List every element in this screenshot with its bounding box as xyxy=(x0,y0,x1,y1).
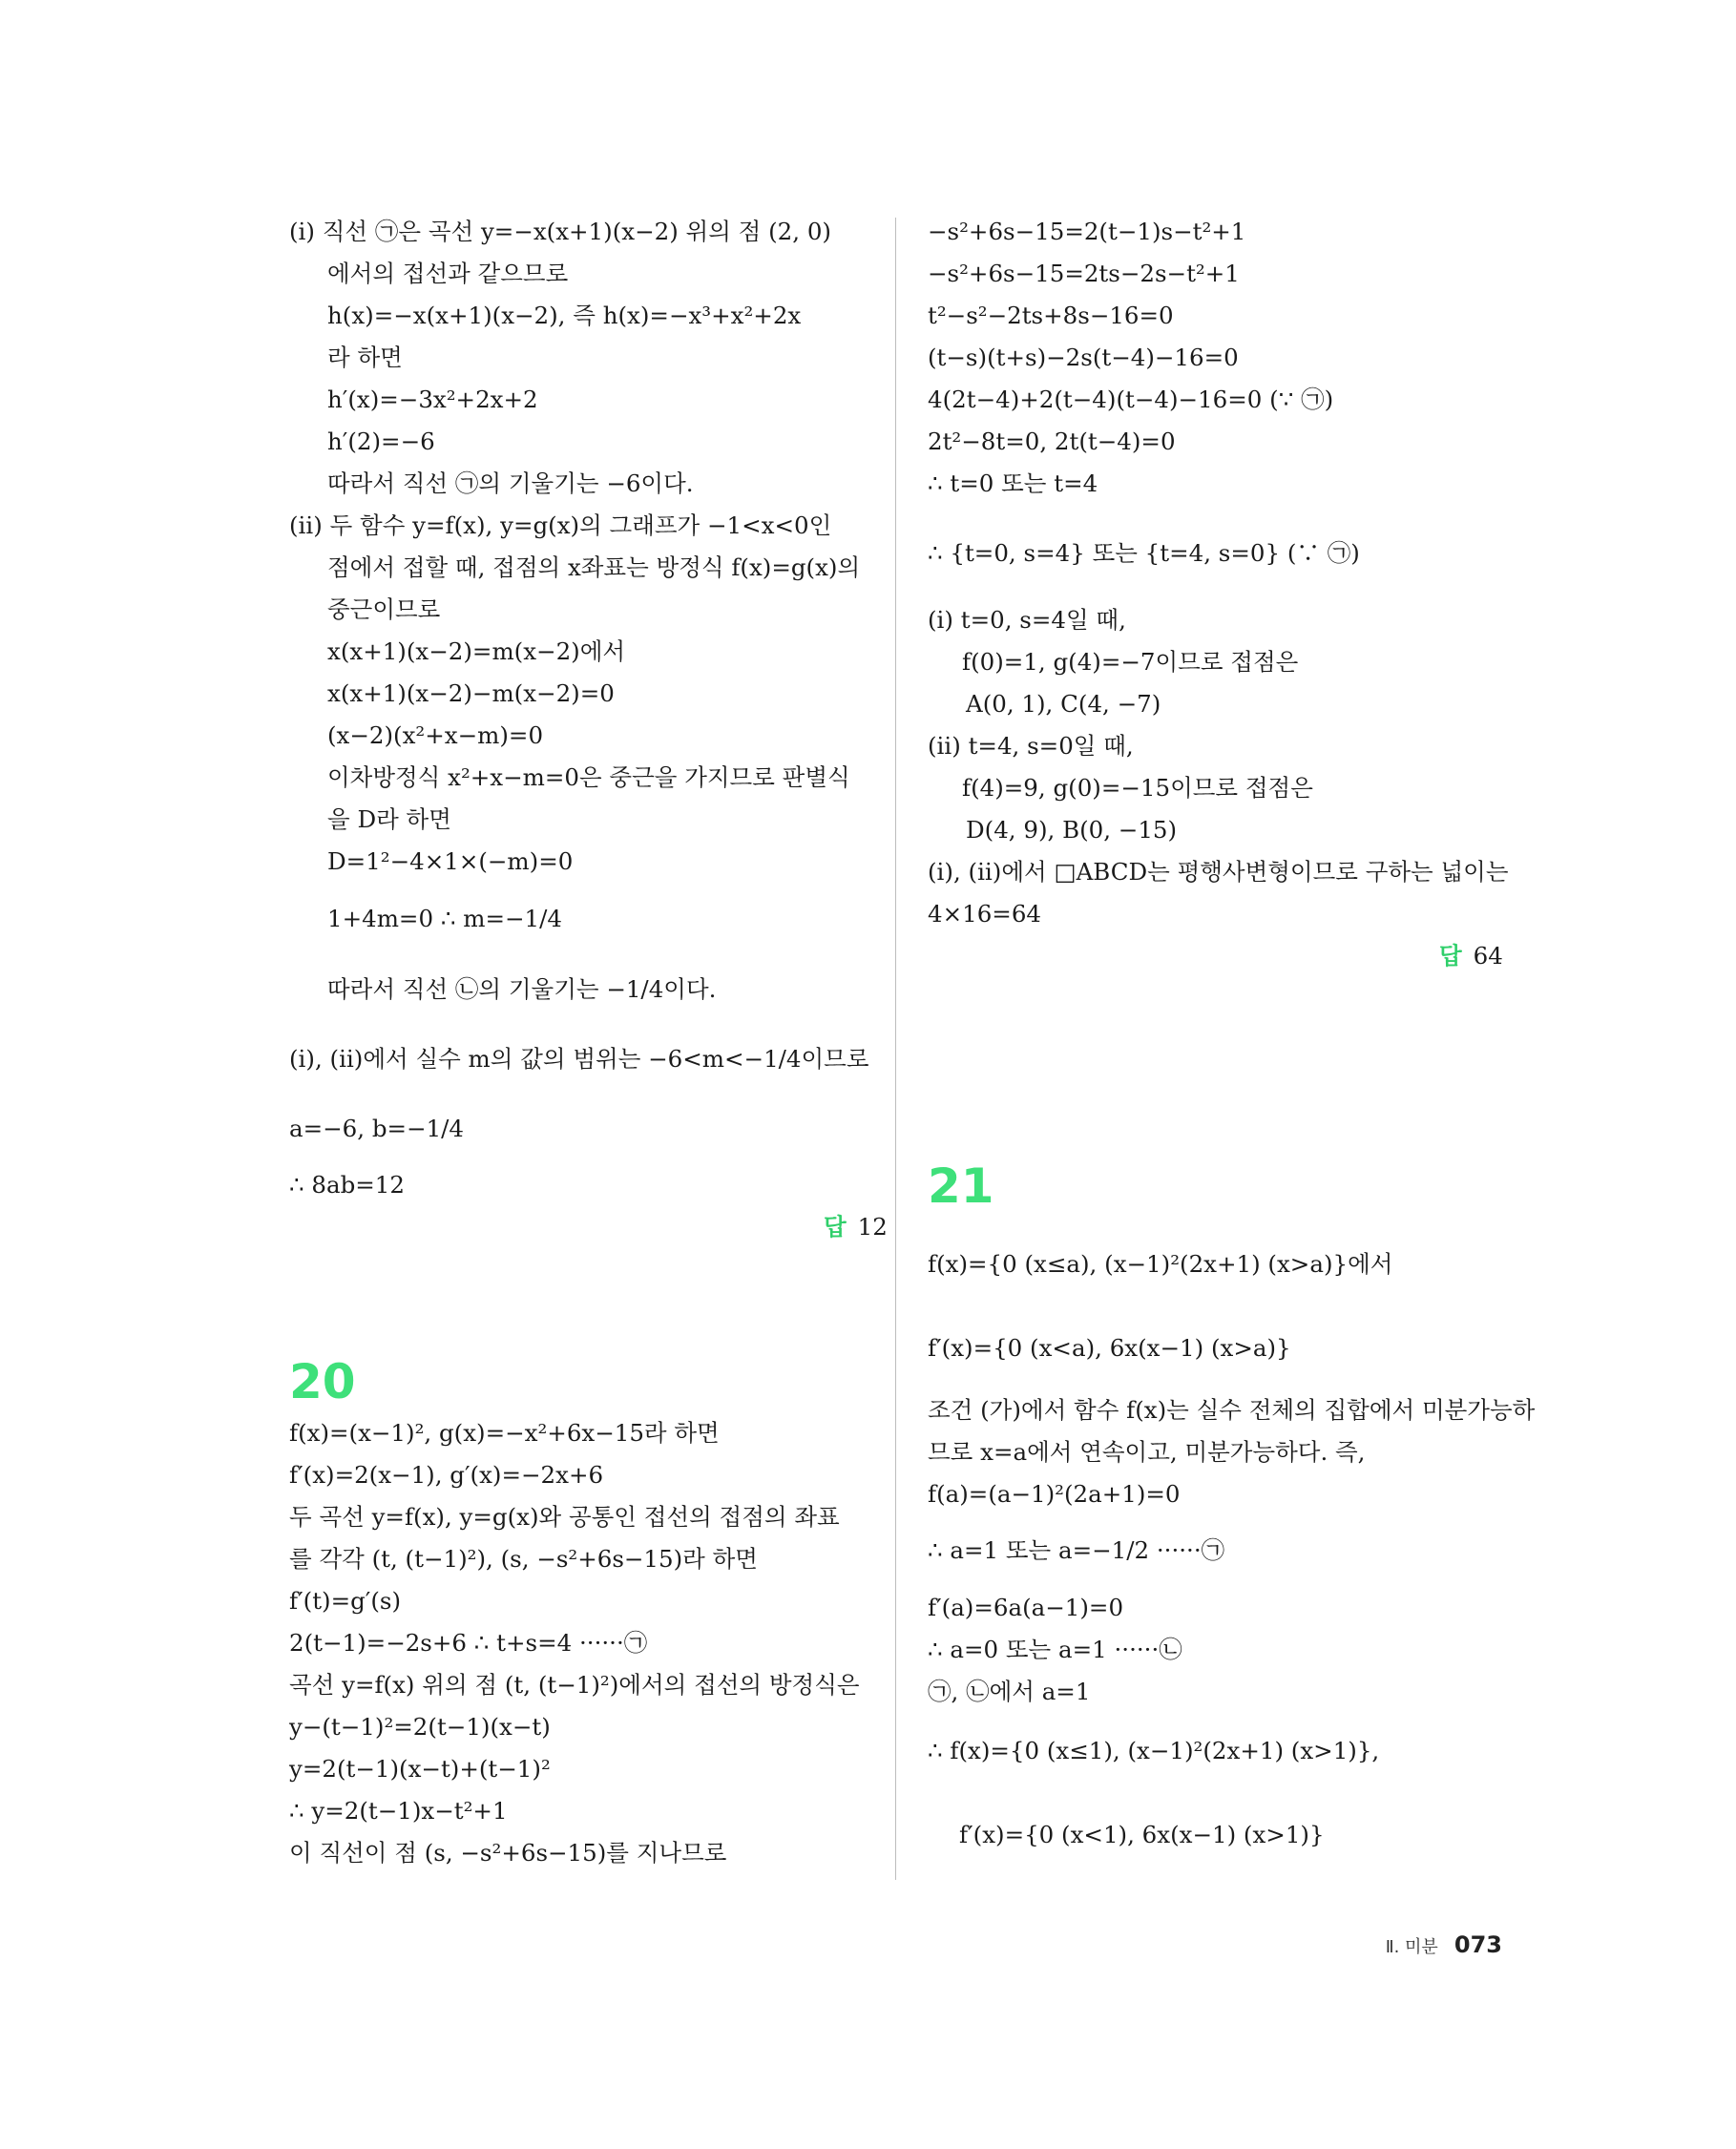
solution-line: 조건 (가)에서 함수 f(x)는 실수 전체의 집합에서 미분가능하 xyxy=(928,1396,1536,1424)
solution-line: t²−s²−2ts+8s−16=0 xyxy=(928,302,1174,329)
solution-line: 곡선 y=f(x) 위의 점 (t, (t−1)²)에서의 접선의 방정식은 xyxy=(289,1671,860,1699)
solution-line: (t−s)(t+s)−2s(t−4)−16=0 xyxy=(928,344,1239,371)
solution-line: f′(t)=g′(s) xyxy=(289,1587,402,1615)
solution-line: (ⅰ), (ⅱ)에서 실수 m의 값의 범위는 −6<m<−1/4이므로 xyxy=(289,1045,869,1073)
solution-line: a=−6, b=−1/4 xyxy=(289,1115,464,1142)
solution-line: 따라서 직선 ㉠의 기울기는 −6이다. xyxy=(327,469,694,497)
solution-line: 므로 x=a에서 연속이고, 미분가능하다. 즉, xyxy=(928,1438,1366,1466)
chapter-label: Ⅱ. 미분 xyxy=(1385,1937,1438,1957)
answer-value: 12 xyxy=(857,1213,888,1241)
solution-line: D=1²−4×1×(−m)=0 xyxy=(327,847,574,875)
solution-line: f(a)=(a−1)²(2a+1)=0 xyxy=(928,1480,1181,1508)
solution-line: (x−2)(x²+x−m)=0 xyxy=(327,721,544,749)
solution-line: 점에서 접할 때, 접점의 x좌표는 방정식 f(x)=g(x)의 xyxy=(327,553,861,581)
solution-line: x(x+1)(x−2)−m(x−2)=0 xyxy=(327,679,615,707)
solution-line: ∴ 8ab=12 xyxy=(289,1171,405,1199)
solution-line: y=2(t−1)(x−t)+(t−1)² xyxy=(289,1755,551,1783)
solution-line: 1+4m=0 ∴ m=−1/4 xyxy=(327,905,562,932)
solution-line: f′(x)={0 (x<1), 6x(x−1) (x>1)} xyxy=(959,1821,1325,1848)
solution-line: ∴ a=0 또는 a=1 ······㉡ xyxy=(928,1636,1182,1663)
solution-line: h′(2)=−6 xyxy=(327,428,435,455)
solution-line: f′(x)={0 (x<a), 6x(x−1) (x>a)} xyxy=(928,1334,1291,1362)
page-number: 073 xyxy=(1454,1931,1502,1958)
solution-line: 2(t−1)=−2s+6 ∴ t+s=4 ······㉠ xyxy=(289,1629,648,1657)
solution-line: h′(x)=−3x²+2x+2 xyxy=(327,386,538,413)
solution-line: x(x+1)(x−2)=m(x−2)에서 xyxy=(327,637,626,665)
answer-label: 답 xyxy=(824,1213,847,1241)
solution-line: ∴ {t=0, s=4} 또는 {t=4, s=0} (∵ ㉠) xyxy=(928,539,1360,567)
solution-line: 2t²−8t=0, 2t(t−4)=0 xyxy=(928,428,1176,455)
problem-number: 21 xyxy=(928,1158,994,1214)
solution-line: 두 곡선 y=f(x), y=g(x)와 공통인 접선의 접점의 좌표 xyxy=(289,1503,840,1531)
solution-line: f′(x)=2(x−1), g′(x)=−2x+6 xyxy=(289,1461,604,1489)
column-divider xyxy=(895,218,896,1880)
solution-line: f′(a)=6a(a−1)=0 xyxy=(928,1594,1124,1621)
solution-line: 에서의 접선과 같으므로 xyxy=(327,260,569,287)
solution-line: (ⅰ) t=0, s=4일 때, xyxy=(928,606,1126,634)
answer-line xyxy=(1439,942,1503,970)
answer-line xyxy=(824,1213,888,1241)
solution-line: 4(2t−4)+2(t−4)(t−4)−16=0 (∵ ㉠) xyxy=(928,386,1334,413)
solution-line: f(x)=(x−1)², g(x)=−x²+6x−15라 하면 xyxy=(289,1419,720,1447)
solution-line: 이 직선이 점 (s, −s²+6s−15)를 지나므로 xyxy=(289,1839,727,1867)
solution-line: f(x)={0 (x≤a), (x−1)²(2x+1) (x>a)}에서 xyxy=(928,1250,1393,1278)
solution-line: (ⅱ) 두 함수 y=f(x), y=g(x)의 그래프가 −1<x<0인 xyxy=(289,511,832,539)
answer-value: 64 xyxy=(1473,942,1503,970)
solution-line: −s²+6s−15=2(t−1)s−t²+1 xyxy=(928,218,1246,245)
solution-line: 를 각각 (t, (t−1)²), (s, −s²+6s−15)라 하면 xyxy=(289,1545,758,1573)
solution-line: h(x)=−x(x+1)(x−2), 즉 h(x)=−x³+x²+2x xyxy=(327,302,802,329)
solution-line: 중근이므로 xyxy=(327,595,441,623)
solution-line: 이차방정식 x²+x−m=0은 중근을 가지므로 판별식 xyxy=(327,763,850,791)
solution-line: 4×16=64 xyxy=(928,900,1041,928)
solution-line: A(0, 1), C(4, −7) xyxy=(966,690,1161,718)
solution-line: f(0)=1, g(4)=−7이므로 접점은 xyxy=(962,648,1299,676)
solution-line: 라 하면 xyxy=(327,344,403,371)
solution-line: ∴ a=1 또는 a=−1/2 ······㉠ xyxy=(928,1536,1225,1564)
solution-line: ∴ y=2(t−1)x−t²+1 xyxy=(289,1797,508,1825)
solution-line: ∴ f(x)={0 (x≤1), (x−1)²(2x+1) (x>1)}, xyxy=(928,1737,1380,1764)
solution-line: (ⅰ), (ⅱ)에서 □ABCD는 평행사변형이므로 구하는 넓이는 xyxy=(928,858,1509,886)
solution-line: (ⅰ) 직선 ㉠은 곡선 y=−x(x+1)(x−2) 위의 점 (2, 0) xyxy=(289,218,831,245)
solution-line: f(4)=9, g(0)=−15이므로 접점은 xyxy=(962,774,1313,802)
page-footer xyxy=(1386,1931,1502,1958)
solution-line: ㉠, ㉡에서 a=1 xyxy=(928,1678,1091,1705)
solution-line: (ⅱ) t=4, s=0일 때, xyxy=(928,732,1134,760)
solution-line: D(4, 9), B(0, −15) xyxy=(966,816,1178,844)
solution-line: y−(t−1)²=2(t−1)(x−t) xyxy=(289,1713,551,1741)
solution-line: −s²+6s−15=2ts−2s−t²+1 xyxy=(928,260,1240,287)
solution-line: 을 D라 하면 xyxy=(327,805,451,833)
solution-line: ∴ t=0 또는 t=4 xyxy=(928,469,1098,497)
answer-label: 답 xyxy=(1439,942,1462,970)
problem-number: 20 xyxy=(289,1354,356,1409)
solution-line: 따라서 직선 ㉡의 기울기는 −1/4이다. xyxy=(327,975,717,1003)
